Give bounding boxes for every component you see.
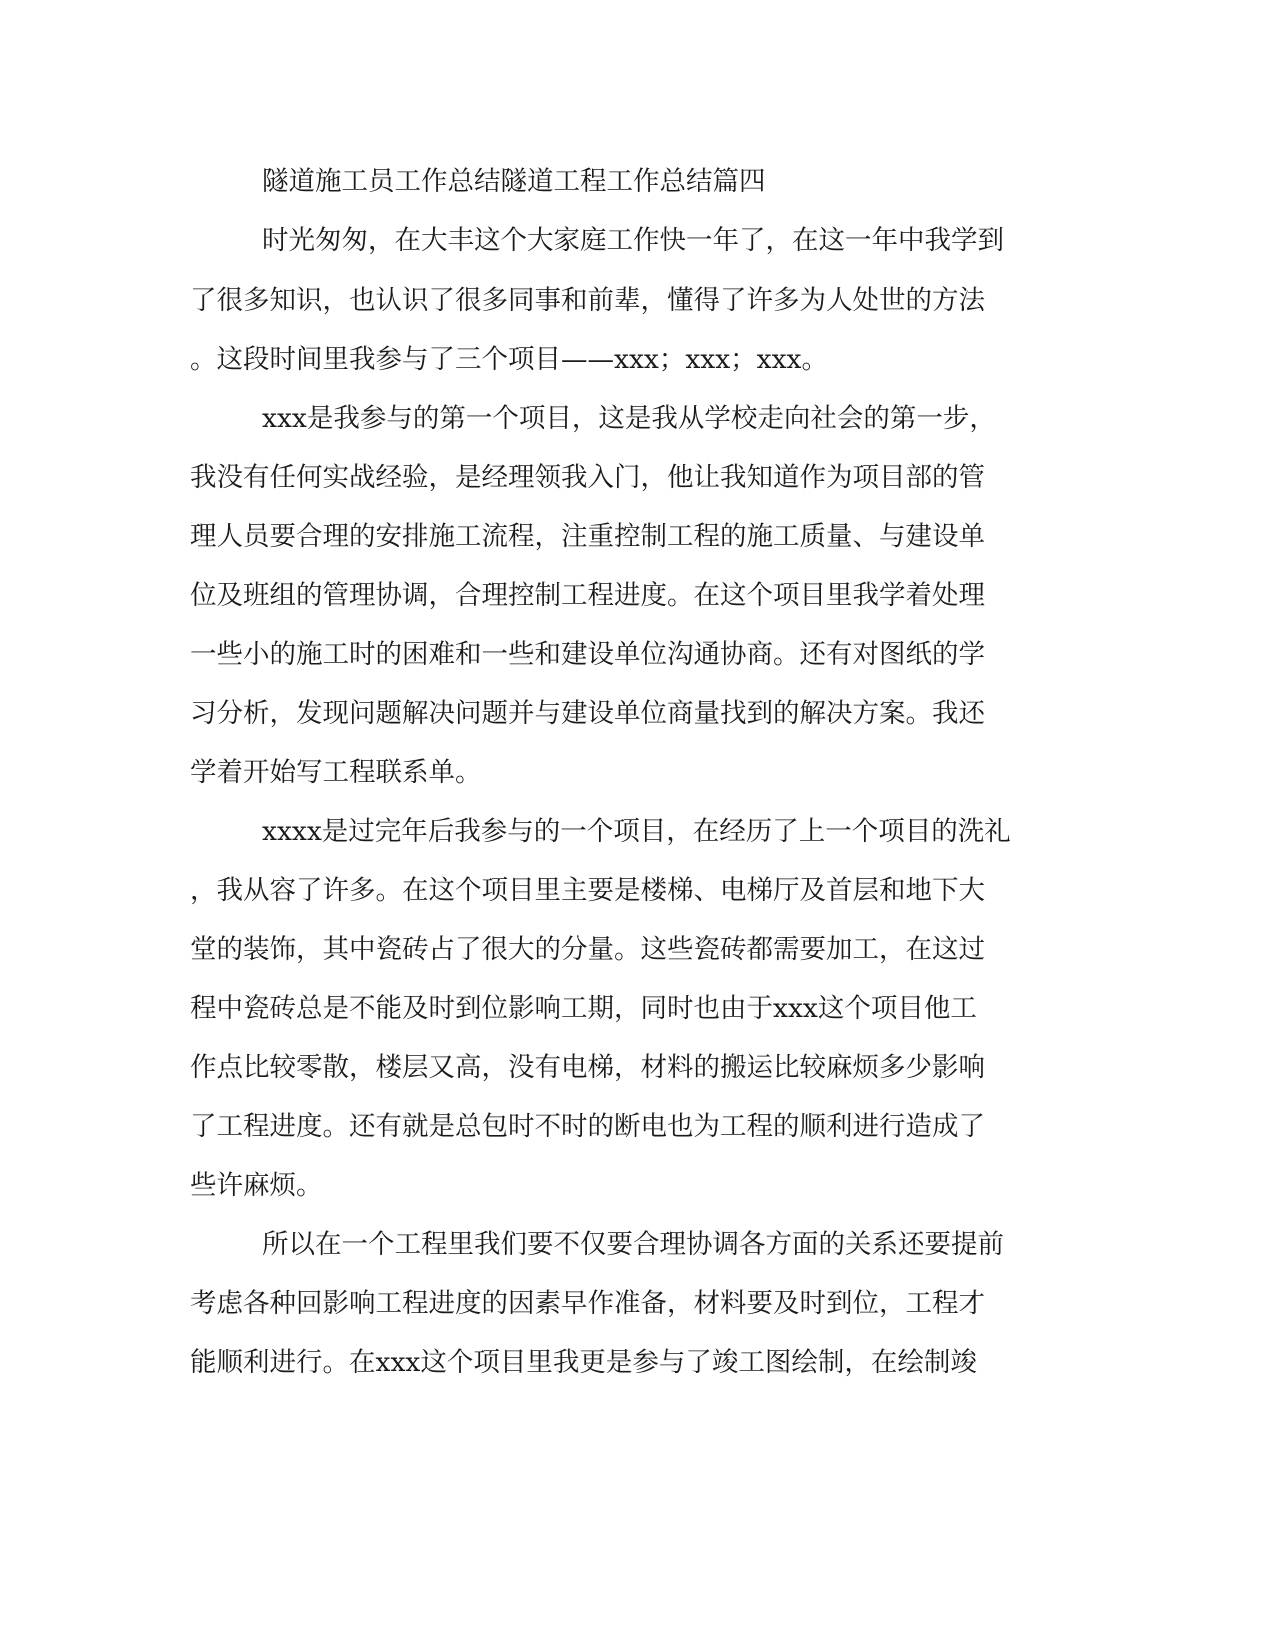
- document-title: 隧道施工员工作总结隧道工程工作总结篇四: [262, 166, 766, 197]
- paragraph-line: 考虑各种回影响工程进度的因素早作准备，材料要及时到位，工程才: [190, 1288, 985, 1319]
- paragraph-line: 学着开始写工程联系单。: [190, 757, 482, 788]
- paragraph-line: 我没有任何实战经验，是经理领我入门，他让我知道作为项目部的管: [190, 462, 985, 493]
- paragraph-line: 所以在一个工程里我们要不仅要合理协调各方面的关系还要提前: [262, 1229, 1004, 1260]
- paragraph-line: 堂的装饰，其中瓷砖占了很大的分量。这些瓷砖都需要加工，在这过: [190, 934, 985, 965]
- paragraph-line: 时光匆匆，在大丰这个大家庭工作快一年了，在这一年中我学到: [262, 225, 1004, 256]
- paragraph-line: 些许麻烦。: [190, 1170, 323, 1201]
- paragraph-line: 习分析，发现问题解决问题并与建设单位商量找到的解决方案。我还: [190, 698, 985, 729]
- paragraph-line: 一些小的施工时的困难和一些和建设单位沟通协商。还有对图纸的学: [190, 639, 985, 670]
- paragraph-line: 理人员要合理的安排施工流程，注重控制工程的施工质量、与建设单: [190, 521, 985, 552]
- paragraph-line: 。这段时间里我参与了三个项目——xxx；xxx；xxx。: [190, 344, 829, 375]
- paragraph-line: 程中瓷砖总是不能及时到位影响工期，同时也由于xxx这个项目他工: [190, 993, 977, 1024]
- paragraph-line: 能顺利进行。在xxx这个项目里我更是参与了竣工图绘制，在绘制竣: [190, 1347, 977, 1378]
- paragraph-line: 了很多知识，也认识了很多同事和前辈，懂得了许多为人处世的方法: [190, 285, 985, 316]
- paragraph-line: 了工程进度。还有就是总包时不时的断电也为工程的顺利进行造成了: [190, 1111, 985, 1142]
- paragraph-line: 位及班组的管理协调，合理控制工程进度。在这个项目里我学着处理: [190, 580, 985, 611]
- paragraph-line: 作点比较零散，楼层又高，没有电梯，材料的搬运比较麻烦多少影响: [190, 1052, 985, 1083]
- paragraph-line: xxx是我参与的第一个项目，这是我从学校走向社会的第一步，: [262, 403, 996, 434]
- paragraph-line: ，我从容了许多。在这个项目里主要是楼梯、电梯厅及首层和地下大: [190, 875, 985, 906]
- paragraph-line: xxxx是过完年后我参与的一个项目，在经历了上一个项目的洗礼: [262, 816, 1011, 847]
